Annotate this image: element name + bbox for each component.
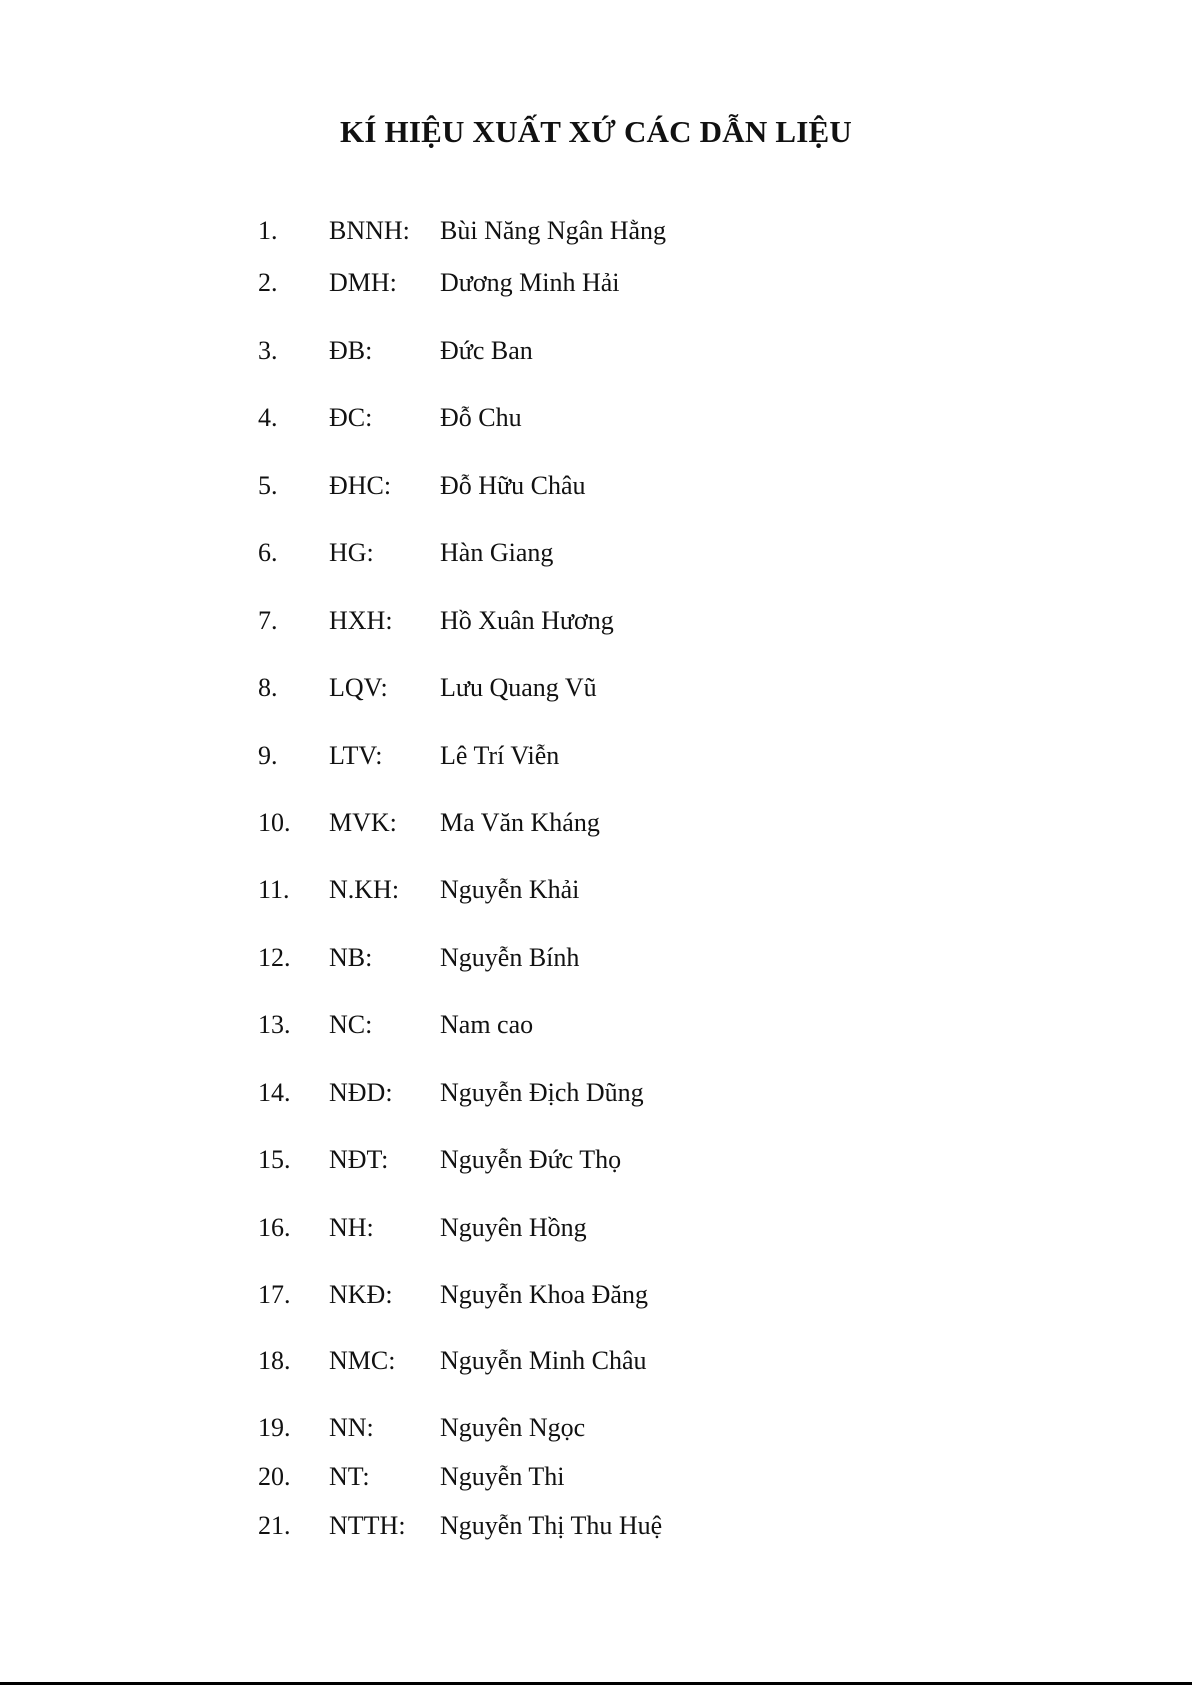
item-number: 11. (258, 875, 290, 904)
item-author-name: Nguyễn Khải (440, 875, 580, 904)
item-number: 8. (258, 673, 278, 702)
item-number: 5. (258, 471, 278, 500)
item-number: 6. (258, 538, 278, 567)
item-abbreviation: BNNH: (329, 216, 410, 245)
item-abbreviation: NC: (329, 1010, 373, 1039)
item-abbreviation: ĐHC: (329, 471, 392, 500)
item-author-name: Hàn Giang (440, 538, 554, 567)
item-author-name: Nguyên Hồng (440, 1213, 587, 1242)
item-author-name: Nam cao (440, 1010, 534, 1039)
item-abbreviation: LTV: (329, 741, 383, 770)
item-number: 3. (258, 336, 278, 365)
list-item (0, 873, 900, 907)
item-author-name: Đỗ Chu (440, 403, 522, 432)
item-abbreviation: NTTH: (329, 1511, 406, 1540)
item-abbreviation: LQV: (329, 673, 388, 702)
item-number: 18. (258, 1346, 291, 1375)
item-number: 2. (258, 268, 278, 297)
item-number: 1. (258, 216, 278, 245)
item-author-name: Nguyễn Đức Thọ (440, 1145, 622, 1174)
item-abbreviation: ĐB: (329, 336, 373, 365)
item-author-name: Nguyễn Khoa Đăng (440, 1280, 648, 1309)
list-item (0, 941, 900, 975)
item-author-name: Đức Ban (440, 336, 533, 365)
list-item (0, 401, 900, 435)
item-number: 14. (258, 1078, 291, 1107)
list-item (0, 739, 900, 773)
list-item (0, 1211, 900, 1245)
item-author-name: Bùi Năng Ngân Hằng (440, 216, 667, 245)
item-author-name: Dương Minh Hải (440, 268, 620, 297)
item-author-name: Nguyễn Thị Thu Huệ (440, 1511, 663, 1540)
list-item (0, 806, 900, 840)
item-number: 7. (258, 606, 278, 635)
item-author-name: Lưu Quang Vũ (440, 673, 597, 702)
item-abbreviation: HG: (329, 538, 374, 567)
item-number: 17. (258, 1280, 291, 1309)
item-author-name: Nguyễn Bính (440, 943, 580, 972)
item-abbreviation: NĐD: (329, 1078, 393, 1107)
item-abbreviation: NH: (329, 1213, 374, 1242)
list-item (0, 671, 900, 705)
list-item (0, 1509, 900, 1543)
list-item (0, 1411, 900, 1445)
item-abbreviation: NN: (329, 1413, 374, 1442)
item-abbreviation: MVK: (329, 808, 397, 837)
item-author-name: Nguyễn Minh Châu (440, 1346, 647, 1375)
list-item (0, 1008, 900, 1042)
item-number: 19. (258, 1413, 291, 1442)
item-author-name: Nguyễn Thi (440, 1462, 565, 1491)
item-abbreviation: NĐT: (329, 1145, 389, 1174)
item-abbreviation: NT: (329, 1462, 370, 1491)
item-author-name: Hồ Xuân Hương (440, 606, 614, 635)
item-author-name: Nguyễn Địch Dũng (440, 1078, 644, 1107)
list-item (0, 1344, 900, 1378)
item-abbreviation: ĐC: (329, 403, 373, 432)
list-item (0, 334, 900, 368)
item-number: 21. (258, 1511, 291, 1540)
item-abbreviation: NB: (329, 943, 373, 972)
list-item (0, 1076, 900, 1110)
item-number: 15. (258, 1145, 291, 1174)
item-abbreviation: HXH: (329, 606, 393, 635)
item-abbreviation: NMC: (329, 1346, 396, 1375)
item-number: 13. (258, 1010, 291, 1039)
item-number: 12. (258, 943, 291, 972)
page-title: KÍ HIỆU XUẤT XỨ CÁC DẪN LIỆU (340, 114, 852, 149)
item-author-name: Nguyên Ngọc (440, 1413, 586, 1442)
item-author-name: Ma Văn Kháng (440, 808, 600, 837)
item-abbreviation: N.KH: (329, 875, 400, 904)
item-number: 20. (258, 1462, 291, 1491)
list-item (0, 536, 900, 570)
item-number: 9. (258, 741, 278, 770)
list-item (0, 266, 900, 300)
item-abbreviation: DMH: (329, 268, 397, 297)
list-item (0, 604, 900, 638)
list-item (0, 469, 900, 503)
list-item (0, 214, 900, 248)
item-author-name: Đỗ Hữu Châu (440, 471, 586, 500)
item-abbreviation: NKĐ: (329, 1280, 393, 1309)
item-author-name: Lê Trí Viễn (440, 741, 560, 770)
list-item (0, 1460, 900, 1494)
item-number: 10. (258, 808, 291, 837)
item-number: 4. (258, 403, 278, 432)
list-item (0, 1143, 900, 1177)
list-item (0, 1278, 900, 1312)
item-number: 16. (258, 1213, 291, 1242)
